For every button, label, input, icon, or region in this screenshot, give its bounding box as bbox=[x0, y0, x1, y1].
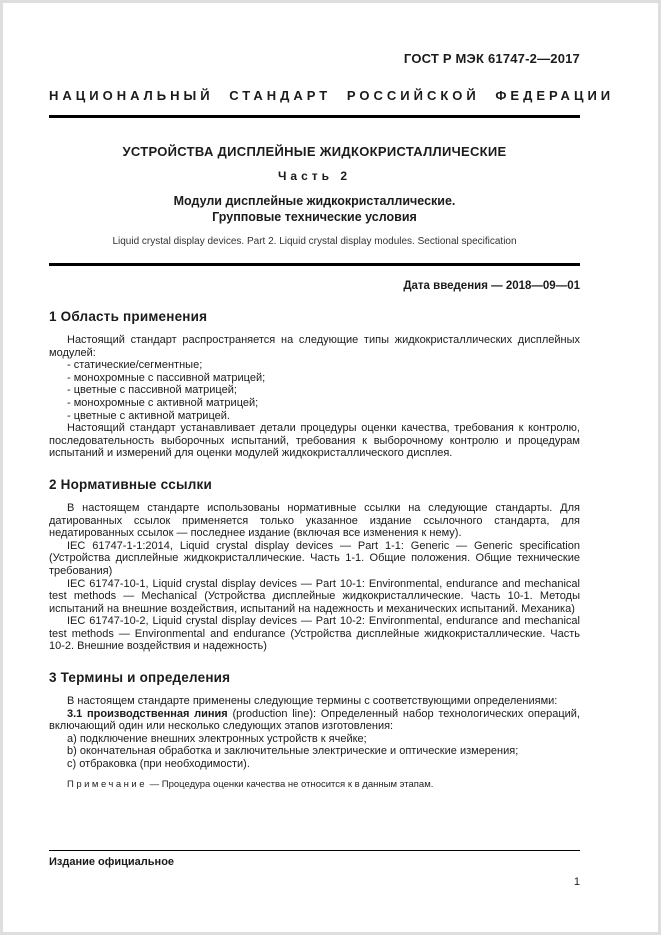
reference-entry: IEC 61747-10-2, Liquid crystal display devices — Part 10-2: Environmental, endurance and mechanical test methods — Environmental and endurance (Устройства дисплейные жидкокристаллические. Часть 10-2. Внешние воздействия и надежность) bbox=[49, 615, 580, 653]
part-label: Часть 2 bbox=[277, 169, 352, 183]
term-definition-text: (production line): Определенный набор технологических операций, включающий один или несколько следующих этапов изготовления: bbox=[49, 707, 580, 733]
official-edition-label: Издание официальное bbox=[49, 856, 175, 868]
list-item: - цветные с активной матрицей. bbox=[67, 409, 230, 422]
title-block bbox=[49, 144, 580, 247]
note bbox=[49, 779, 580, 791]
scope-paragraph-2: Настоящий стандарт устанавливает детали процедуры оценки качества, требования к контролю, последовательность выборочных испытаний, требования к выборочному контролю и процедурам испытаний и измерений для оценки модулей жидкокристаллического дисплея. bbox=[49, 422, 580, 460]
list-item: - цветные с пассивной матрицей; bbox=[67, 384, 237, 397]
terms-paragraph: В настоящем стандарте применены следующие термины с соответствующими определениями: bbox=[67, 695, 558, 708]
reference-entry: IEC 61747-1-1:2014, Liquid crystal display devices — Part 1-1: Generic — Generic specification (Устройства дисплейные жидкокристаллические. Часть 1-1. Общие положения. Общие технические требования) bbox=[49, 539, 580, 577]
module-type-list bbox=[49, 359, 580, 422]
list-item: - монохромные с пассивной матрицей; bbox=[67, 371, 266, 384]
doc-number: ГОСТ Р МЭК 61747-2—2017 bbox=[403, 51, 580, 66]
term-name: 3.1 производственная линия bbox=[67, 707, 228, 720]
document-subtitle bbox=[49, 193, 580, 225]
term-step-item: b) окончательная обработка и заключительные электрические и оптические измерения; bbox=[67, 745, 519, 758]
note-label: Примечание bbox=[67, 778, 147, 790]
list-item: - статические/сегментные; bbox=[67, 359, 203, 372]
term-step-item: c) отбраковка (при необходимости). bbox=[67, 758, 250, 771]
introduction-date: Дата введения — 2018—09—01 bbox=[403, 280, 580, 292]
subtitle-line-2: Групповые технические условия bbox=[212, 210, 417, 224]
title-divider bbox=[49, 263, 580, 266]
document-content bbox=[3, 3, 658, 791]
term-definition bbox=[49, 708, 580, 733]
term-step-item: a) подключение внешних электронных устройств к ячейке; bbox=[67, 732, 367, 745]
reference-entry: IEC 61747-10-1, Liquid crystal display devices — Part 10-1: Environmental, endurance and mechanical test methods — Mechanical (Устройства дисплейные жидкокристаллические. Часть 10-1. Методы испытаний на внешние воздействия, испытаний на надежность и механических испытаний. Механика) bbox=[49, 577, 580, 615]
section-1-heading: 1 Область применения bbox=[49, 309, 208, 324]
english-title: Liquid crystal display devices. Part 2. Liquid crystal display modules. Sectional specification bbox=[112, 236, 517, 247]
standard-type-banner: НАЦИОНАЛЬНЫЙ СТАНДАРТ РОССИЙСКОЙ ФЕДЕРАЦИИ bbox=[49, 88, 615, 103]
footer-divider bbox=[49, 850, 580, 851]
top-divider bbox=[49, 115, 580, 118]
scope-paragraph-1: Настоящий стандарт распространяется на следующие типы жидкокристаллических дисплейных модулей: bbox=[49, 334, 580, 359]
note-text: — Процедура оценки качества не относится к в данным этапам. bbox=[147, 778, 434, 790]
page-footer bbox=[49, 850, 580, 888]
page-number: 1 bbox=[573, 876, 580, 888]
section-3-heading: 3 Термины и определения bbox=[49, 670, 231, 686]
list-item: - монохромные с активной матрицей; bbox=[67, 396, 259, 409]
references-paragraph: В настоящем стандарте использованы нормативные ссылки на следующие стандарты. Для датированных ссылок применяется только указанное издание ссылочного стандарта, для недатированных ссылок — последнее издание (включая все изменения к нему). bbox=[49, 501, 580, 540]
section-2-heading: 2 Нормативные ссылки bbox=[49, 476, 212, 492]
document-title: УСТРОЙСТВА ДИСПЛЕЙНЫЕ ЖИДКОКРИСТАЛЛИЧЕСКИЕ bbox=[122, 144, 507, 159]
subtitle-line-1: Модули дисплейные жидкокристаллические. bbox=[173, 194, 456, 208]
